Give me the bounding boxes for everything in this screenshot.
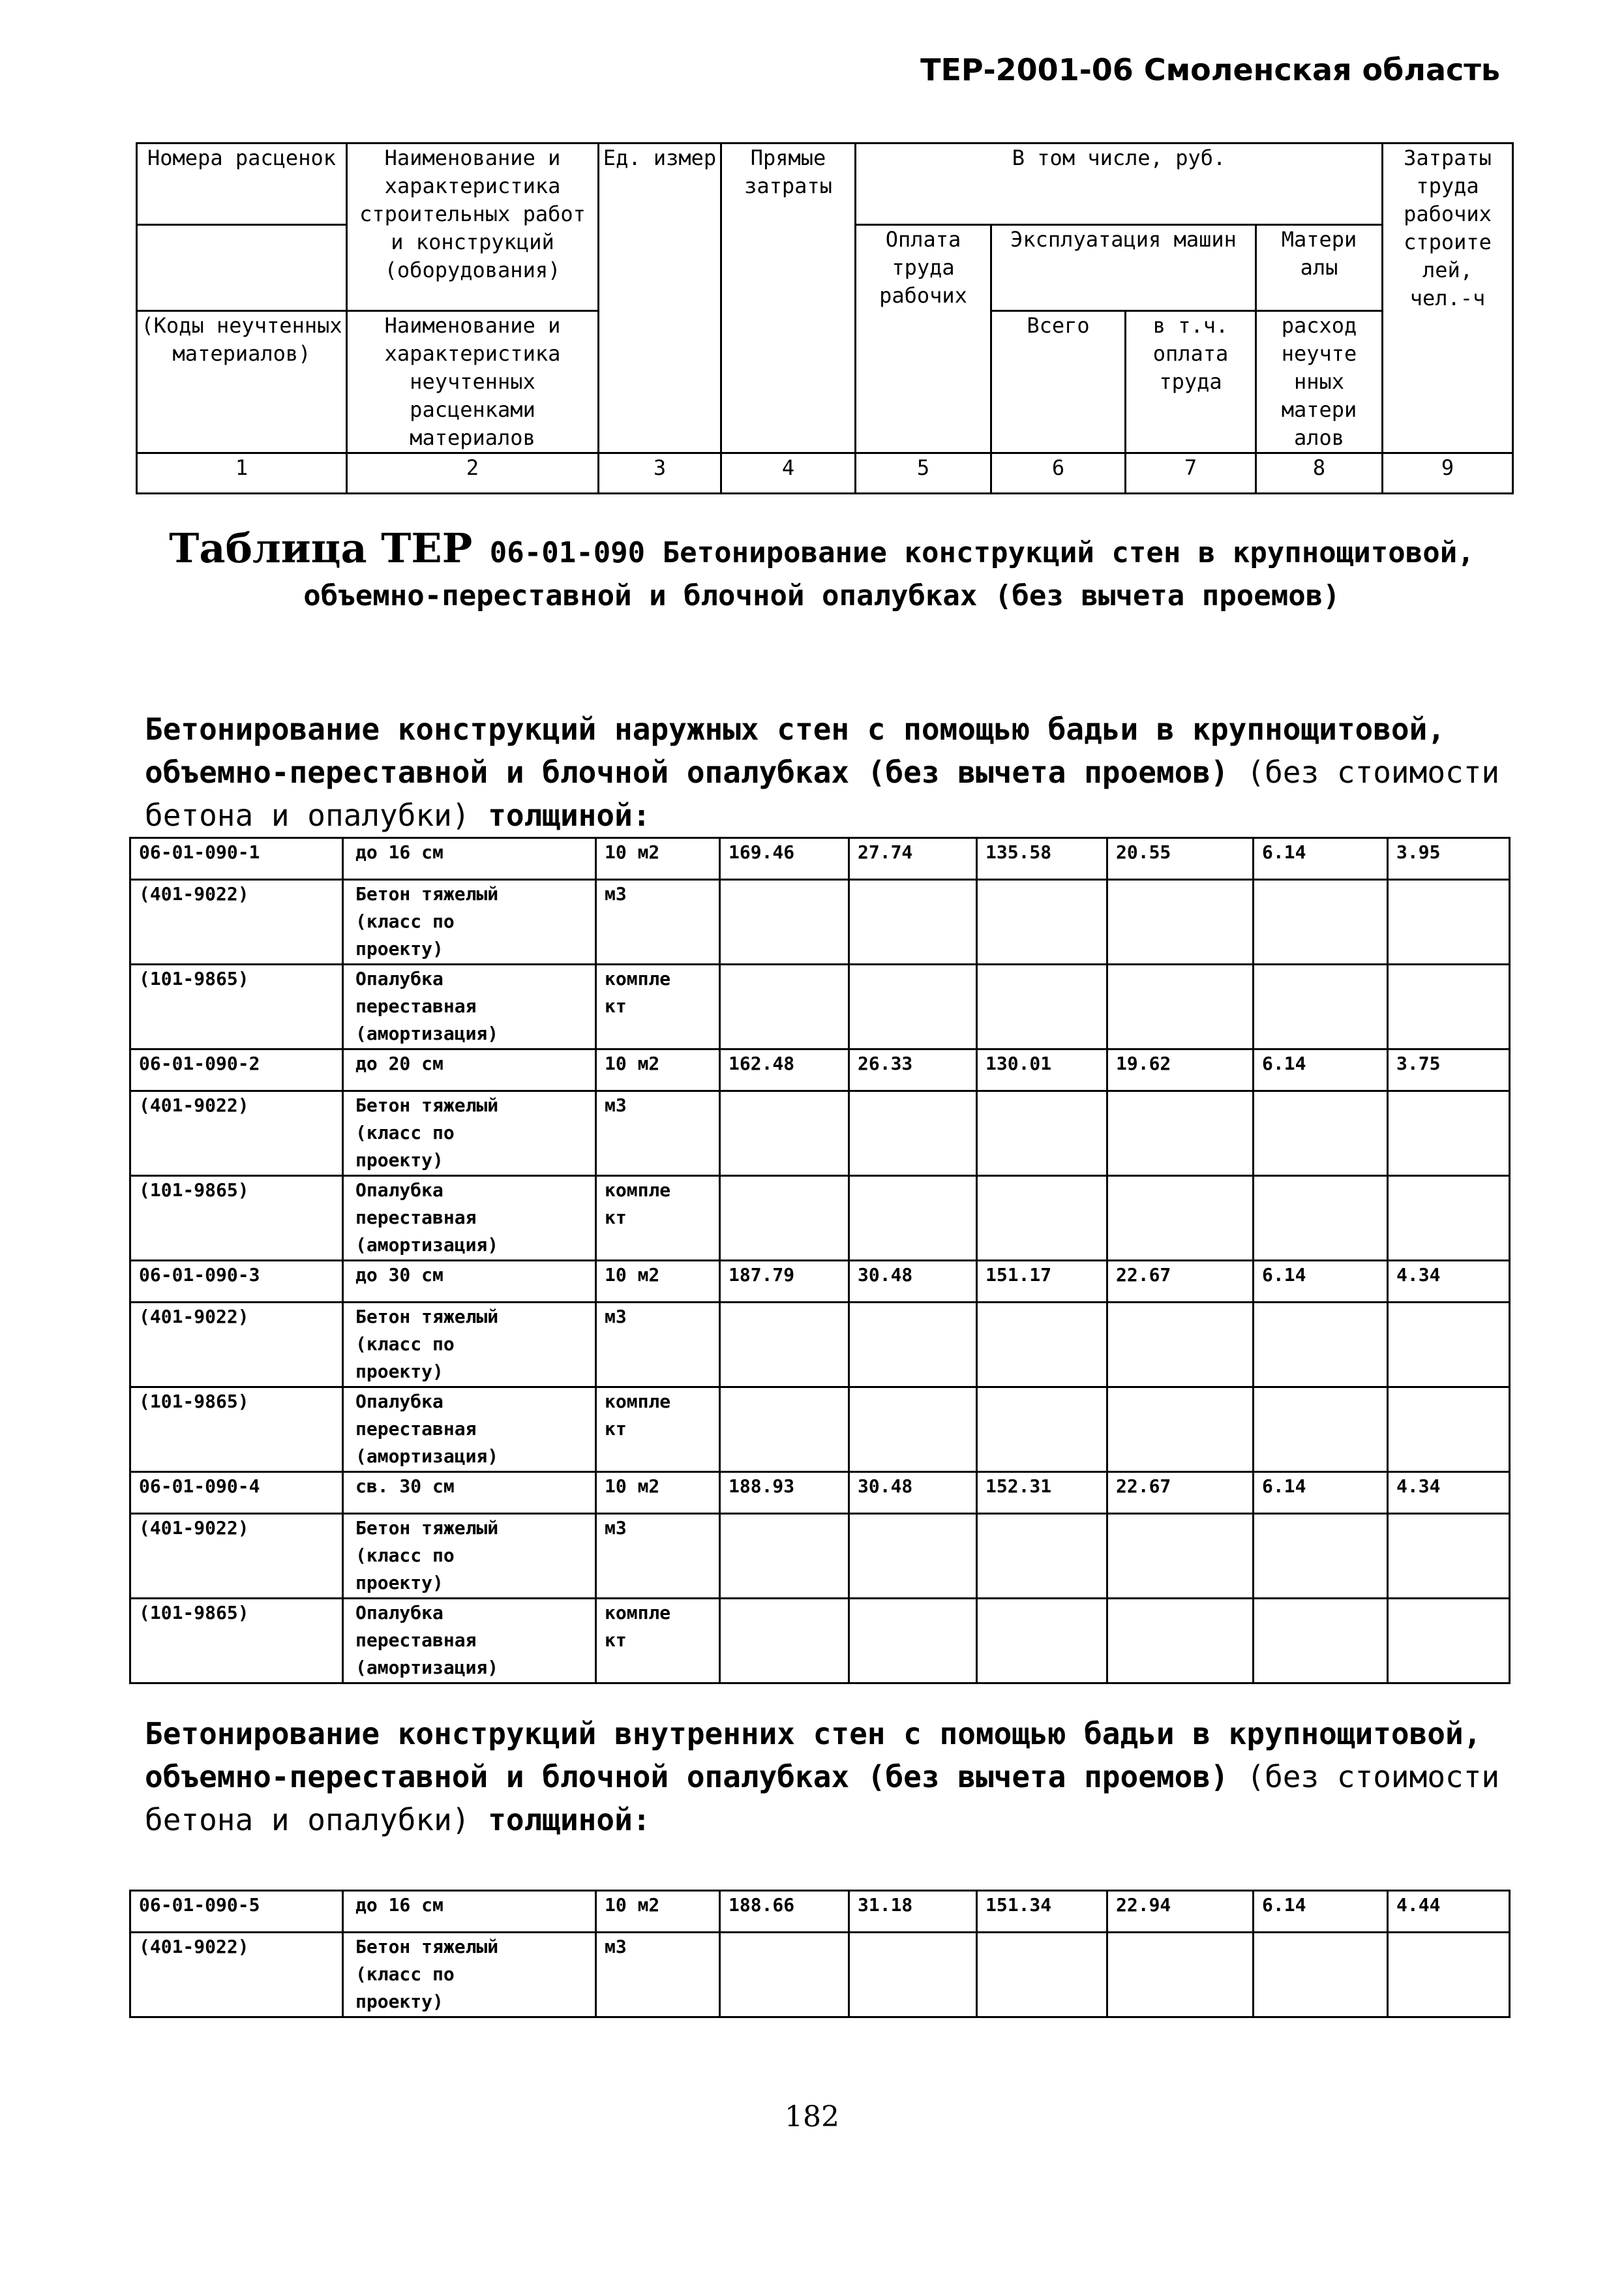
table-cell: 20.55 <box>1107 838 1254 880</box>
table-cell <box>720 1303 849 1387</box>
table-cell <box>1254 1387 1388 1472</box>
table-cell <box>1388 1387 1510 1472</box>
table-cell <box>1388 1933 1510 2017</box>
material-row <box>130 965 1510 1049</box>
table-cell <box>1388 1303 1510 1387</box>
table-cell <box>720 965 849 1049</box>
header-material-name: Наименование и характеристика неучтенных расценками материалов <box>347 311 599 453</box>
table-cell: 130.01 <box>977 1049 1107 1091</box>
table-cell <box>1107 1387 1254 1472</box>
table-cell <box>1388 1176 1510 1261</box>
table-cell <box>1254 880 1388 965</box>
header-wages: Оплата труда рабочих <box>856 225 991 453</box>
header-group-including: В том числе, руб. <box>856 143 1383 225</box>
table-cell: 06-01-090-3 <box>130 1261 343 1303</box>
material-row <box>130 1091 1510 1176</box>
table-cell: 188.66 <box>720 1891 849 1933</box>
table-cell: 151.34 <box>977 1891 1107 1933</box>
table-cell <box>1107 1933 1254 2017</box>
table-cell: (401-9022) <box>130 1091 343 1176</box>
table-cell <box>977 1933 1107 2017</box>
header-rate-number-space <box>137 225 347 311</box>
table-cell <box>1388 1514 1510 1599</box>
header-material-codes: (Коды неучтенных материалов) <box>137 311 347 453</box>
header-machines: Эксплуатация машин <box>991 225 1256 311</box>
rates-table-inner-walls <box>129 1890 1511 2018</box>
table-cell <box>849 1933 977 2017</box>
column-number-3: 3 <box>599 453 721 494</box>
table-cell: 27.74 <box>849 838 977 880</box>
table-cell: 06-01-090-1 <box>130 838 343 880</box>
table-cell: 6.14 <box>1254 838 1388 880</box>
table-cell: 10 м2 <box>596 1472 720 1514</box>
table-cell <box>1388 880 1510 965</box>
table-cell: 187.79 <box>720 1261 849 1303</box>
section2-bold-text: Бетонирование конструкций внутренних стен с помощью бадьи в крупнощитовой, объемно-переставной и блочной опалубках (без вычета проемов) <box>145 1716 1482 1794</box>
running-header: ТЕР-2001-06 Смоленская область <box>920 52 1500 87</box>
table-cell: м3 <box>596 880 720 965</box>
table-cell <box>1254 965 1388 1049</box>
table-cell: Бетон тяжелый (класс по проекту) <box>343 880 596 965</box>
header-machines-total: Всего <box>991 311 1126 453</box>
column-number-8: 8 <box>1256 453 1383 494</box>
table-cell: 10 м2 <box>596 1261 720 1303</box>
table-cell: до 20 см <box>343 1049 596 1091</box>
table-cell <box>1254 1176 1388 1261</box>
header-machines-wages: в т.ч. оплата труда <box>1126 311 1256 453</box>
table-cell: 6.14 <box>1254 1049 1388 1091</box>
table-cell: 169.46 <box>720 838 849 880</box>
table-cell: (401-9022) <box>130 1933 343 2017</box>
table-cell: Бетон тяжелый (класс по проекту) <box>343 1303 596 1387</box>
table-cell: м3 <box>596 1303 720 1387</box>
material-row <box>130 1387 1510 1472</box>
material-row <box>130 1303 1510 1387</box>
table-cell: (401-9022) <box>130 880 343 965</box>
table-title-lead: Таблица ТЕР <box>169 524 473 572</box>
table-cell <box>977 1176 1107 1261</box>
table-cell: 3.75 <box>1388 1049 1510 1091</box>
table-cell: м3 <box>596 1933 720 2017</box>
section2-tail-text: толщиной: <box>488 1802 651 1837</box>
table-cell <box>849 1303 977 1387</box>
page-number: 182 <box>785 2100 839 2134</box>
table-cell: (101-9865) <box>130 1387 343 1472</box>
material-row <box>130 1514 1510 1599</box>
table-cell: 30.48 <box>849 1261 977 1303</box>
table-cell: м3 <box>596 1091 720 1176</box>
table-cell: компле кт <box>596 1599 720 1683</box>
rate-row <box>130 1049 1510 1091</box>
column-header-table <box>136 142 1514 494</box>
table-cell: Опалубка переставная (амортизация) <box>343 965 596 1049</box>
table-cell: до 16 см <box>343 838 596 880</box>
column-number-5: 5 <box>856 453 991 494</box>
table-cell <box>849 1091 977 1176</box>
table-cell <box>1107 1303 1254 1387</box>
rate-row <box>130 1891 1510 1933</box>
table-cell: 10 м2 <box>596 1891 720 1933</box>
table-cell: 26.33 <box>849 1049 977 1091</box>
table-cell: 4.34 <box>1388 1472 1510 1514</box>
section2-normal-text: (без стоимости бетона и опалубки) <box>145 1759 1500 1837</box>
table-cell <box>720 1933 849 2017</box>
table-cell: 06-01-090-4 <box>130 1472 343 1514</box>
column-number-4: 4 <box>721 453 856 494</box>
table-cell: 06-01-090-2 <box>130 1049 343 1091</box>
material-row <box>130 1176 1510 1261</box>
table-cell: (401-9022) <box>130 1514 343 1599</box>
table-cell: Опалубка переставная (амортизация) <box>343 1176 596 1261</box>
rate-row <box>130 838 1510 880</box>
table-cell <box>1107 1514 1254 1599</box>
table-cell: 19.62 <box>1107 1049 1254 1091</box>
rate-row <box>130 1261 1510 1303</box>
table-cell <box>977 1303 1107 1387</box>
table-cell: Бетон тяжелый (класс по проекту) <box>343 1091 596 1176</box>
table-cell <box>1107 1091 1254 1176</box>
column-number-9: 9 <box>1383 453 1513 494</box>
table-cell <box>1107 965 1254 1049</box>
table-cell <box>1254 1514 1388 1599</box>
table-cell: 30.48 <box>849 1472 977 1514</box>
table-cell: 188.93 <box>720 1472 849 1514</box>
table-cell: 162.48 <box>720 1049 849 1091</box>
table-cell: Опалубка переставная (амортизация) <box>343 1599 596 1683</box>
table-cell: 10 м2 <box>596 838 720 880</box>
table-cell: 22.94 <box>1107 1891 1254 1933</box>
table-cell: 10 м2 <box>596 1049 720 1091</box>
section-heading-outer-walls <box>145 708 1527 837</box>
table-cell: (401-9022) <box>130 1303 343 1387</box>
section1-normal-text: (без стоимости бетона и опалубки) <box>145 755 1500 833</box>
table-cell: компле кт <box>596 1176 720 1261</box>
table-cell: 6.14 <box>1254 1891 1388 1933</box>
table-cell: 3.95 <box>1388 838 1510 880</box>
table-cell <box>720 1599 849 1683</box>
rates-table-outer-walls <box>129 837 1511 1684</box>
table-cell <box>1107 880 1254 965</box>
table-cell <box>849 880 977 965</box>
table-cell <box>1107 1599 1254 1683</box>
table-cell: Бетон тяжелый (класс по проекту) <box>343 1514 596 1599</box>
table-cell: 22.67 <box>1107 1261 1254 1303</box>
table-title-text: 06-01-090 Бетонирование конструкций стен в крупнощитовой, объемно-переставной и блочной опалубках (без вычета проемов) <box>303 536 1475 612</box>
table-cell: 06-01-090-5 <box>130 1891 343 1933</box>
table-cell <box>720 1387 849 1472</box>
material-row <box>130 1599 1510 1683</box>
table-cell <box>720 880 849 965</box>
table-cell <box>720 1176 849 1261</box>
header-work-name: Наименование и характеристика строительных работ и конструкций (оборудования) <box>347 143 599 311</box>
table-cell <box>1254 1933 1388 2017</box>
table-cell <box>1388 965 1510 1049</box>
table-cell <box>849 1599 977 1683</box>
table-cell <box>977 880 1107 965</box>
table-cell <box>849 965 977 1049</box>
table-cell <box>849 1514 977 1599</box>
column-number-7: 7 <box>1126 453 1256 494</box>
table-cell <box>977 1514 1107 1599</box>
table-cell <box>977 965 1107 1049</box>
table-cell: 22.67 <box>1107 1472 1254 1514</box>
section1-tail-text: толщиной: <box>488 798 651 833</box>
header-direct-costs: Прямые затраты <box>721 143 856 453</box>
table-cell: 6.14 <box>1254 1472 1388 1514</box>
table-cell: 151.17 <box>977 1261 1107 1303</box>
rate-row <box>130 1472 1510 1514</box>
header-unit: Ед. измер <box>599 143 721 453</box>
table-cell: 152.31 <box>977 1472 1107 1514</box>
table-cell: (101-9865) <box>130 1176 343 1261</box>
table-cell: (101-9865) <box>130 1599 343 1683</box>
table-cell: компле кт <box>596 965 720 1049</box>
material-row <box>130 1933 1510 2017</box>
table-cell <box>977 1091 1107 1176</box>
table-cell: 31.18 <box>849 1891 977 1933</box>
table-cell: до 16 см <box>343 1891 596 1933</box>
column-number-6: 6 <box>991 453 1126 494</box>
header-materials: Матери алы <box>1256 225 1383 311</box>
header-labor-costs: Затраты труда рабочих строите лей, чел.-ч <box>1383 143 1513 453</box>
table-cell: 4.34 <box>1388 1261 1510 1303</box>
header-rate-number: Номера расценок <box>137 143 347 225</box>
table-cell: 4.44 <box>1388 1891 1510 1933</box>
table-cell <box>720 1091 849 1176</box>
table-cell: до 30 см <box>343 1261 596 1303</box>
table-cell <box>849 1387 977 1472</box>
table-cell <box>1254 1599 1388 1683</box>
section-heading-inner-walls <box>145 1712 1527 1841</box>
table-cell <box>1388 1091 1510 1176</box>
table-cell: м3 <box>596 1514 720 1599</box>
header-materials-consumption: расход неучте нных матери алов <box>1256 311 1383 453</box>
table-cell <box>849 1176 977 1261</box>
material-row <box>130 880 1510 965</box>
table-cell: св. 30 см <box>343 1472 596 1514</box>
table-cell: компле кт <box>596 1387 720 1472</box>
table-title <box>124 524 1520 618</box>
table-cell <box>1107 1176 1254 1261</box>
table-cell <box>720 1514 849 1599</box>
table-cell <box>977 1387 1107 1472</box>
table-cell <box>1254 1091 1388 1176</box>
table-cell <box>1254 1303 1388 1387</box>
table-cell: Опалубка переставная (амортизация) <box>343 1387 596 1472</box>
table-cell: 6.14 <box>1254 1261 1388 1303</box>
column-number-2: 2 <box>347 453 599 494</box>
table-cell <box>977 1599 1107 1683</box>
column-number-1: 1 <box>137 453 347 494</box>
table-cell <box>1388 1599 1510 1683</box>
table-cell: 135.58 <box>977 838 1107 880</box>
table-cell: (101-9865) <box>130 965 343 1049</box>
table-cell: Бетон тяжелый (класс по проекту) <box>343 1933 596 2017</box>
section1-bold-text: Бетонирование конструкций наружных стен с помощью бадьи в крупнощитовой, объемно-переставной и блочной опалубках (без вычета проемов) <box>145 712 1445 790</box>
